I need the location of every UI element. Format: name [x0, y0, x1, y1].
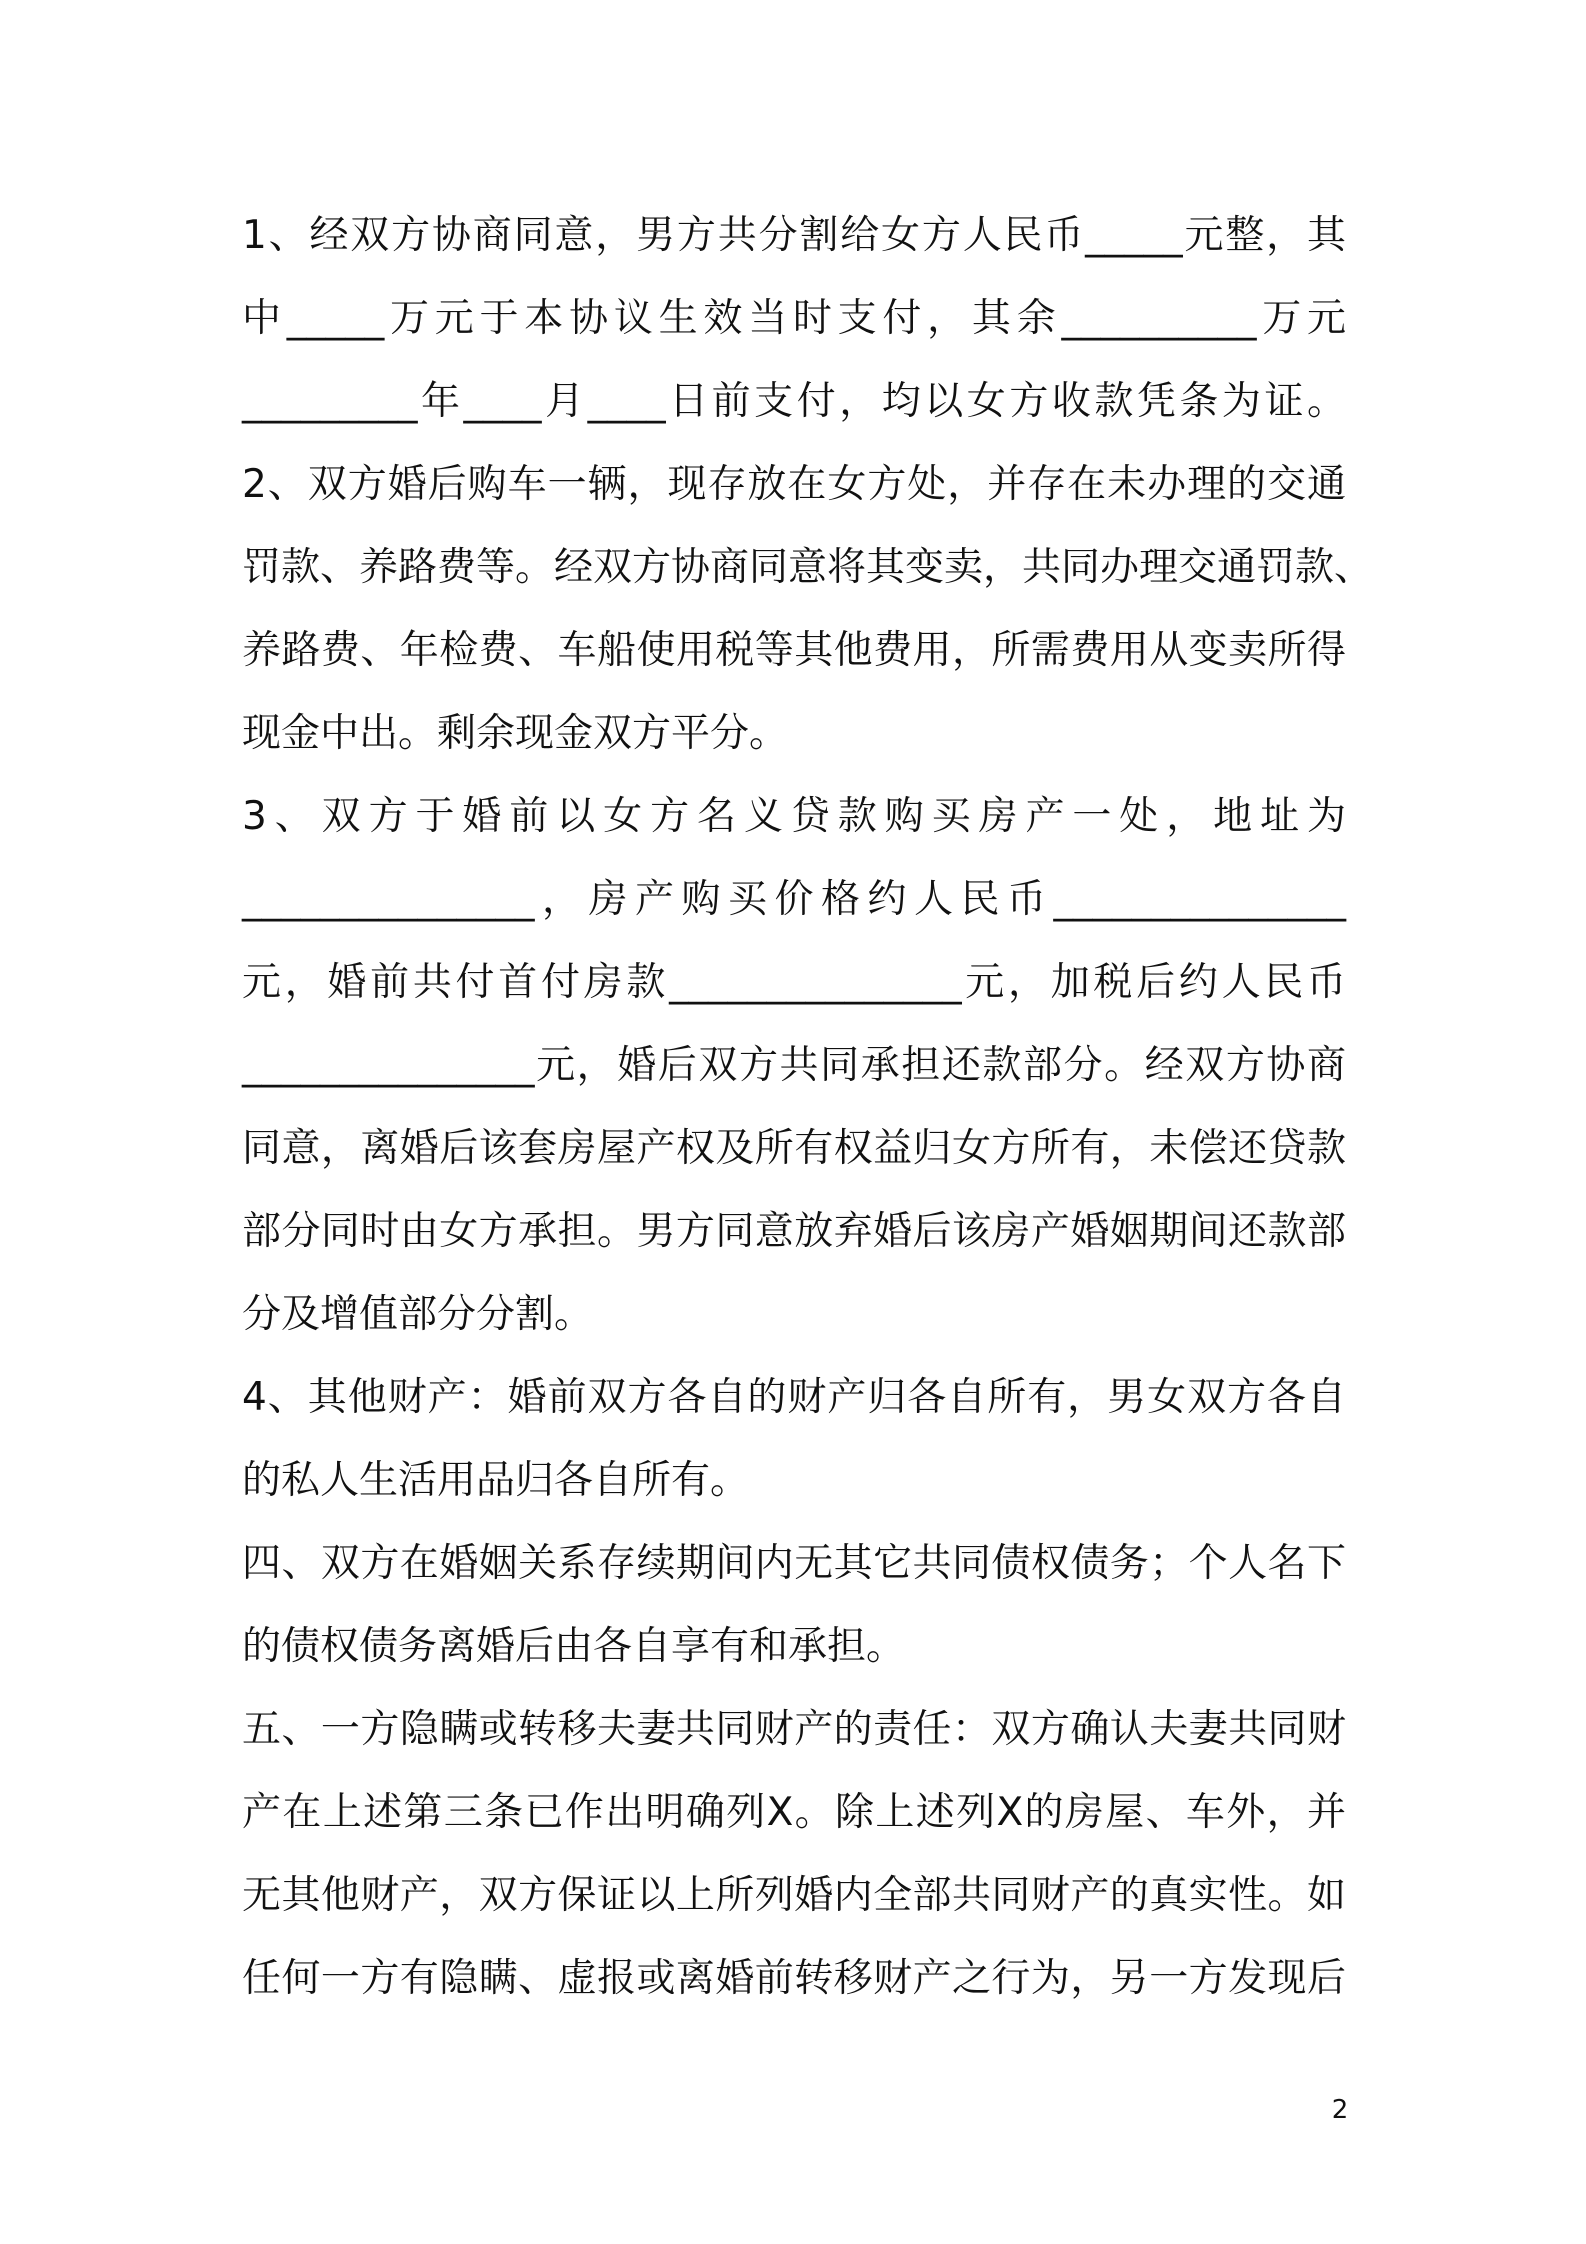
text-line-20: 产在上述第三条已作出明确列X。除上述列X的房屋、车外，并 — [242, 1790, 1346, 1835]
text-line-7: 现金中出。剩余现金双方平分。 — [242, 711, 789, 756]
text-line-14: 分及增值部分分割。 — [242, 1292, 594, 1337]
text-line-5: 罚款、养路费等。经双方协商同意将其变卖，共同办理交通罚款、 — [242, 545, 1374, 590]
text-line-9: _______________，房产购买价格约人民币_______________ — [242, 877, 1346, 922]
text-line-10: 元，婚前共付首付房款_______________元，加税后约人民币 — [242, 960, 1346, 1005]
text-line-22: 任何一方有隐瞒、虚报或离婚前转移财产之行为，另一方发现后 — [242, 1956, 1346, 2001]
text-line-15: 4、其他财产：婚前双方各自的财产归各自所有，男女双方各自 — [242, 1375, 1346, 1420]
text-line-13: 部分同时由女方承担。男方同意放弃婚后该房产婚姻期间还款部 — [242, 1209, 1346, 1254]
text-line-16: 的私人生活用品归各自所有。 — [242, 1458, 750, 1503]
text-line-18: 的债权债务离婚后由各自享有和承担。 — [242, 1624, 906, 1669]
text-line-8: 3、双方于婚前以女方名义贷款购买房产一处，地址为 — [242, 794, 1346, 839]
text-line-3: _________年____月____日前支付，均以女方收款凭条为证。 — [242, 379, 1346, 424]
text-line-12: 同意，离婚后该套房屋产权及所有权益归女方所有，未偿还贷款 — [242, 1126, 1346, 1171]
text-line-19: 五、一方隐瞒或转移夫妻共同财产的责任：双方确认夫妻共同财 — [242, 1707, 1346, 1752]
page-number: 2 — [1331, 2095, 1349, 2125]
agreement-text-body — [242, 194, 1374, 2020]
text-line-17: 四、双方在婚姻关系存续期间内无其它共同债权债务；个人名下 — [242, 1541, 1346, 1586]
text-line-11: _______________元，婚后双方共同承担还款部分。经双方协商 — [242, 1043, 1346, 1088]
text-line-21: 无其他财产，双方保证以上所列婚内全部共同财产的真实性。如 — [242, 1873, 1346, 1918]
text-line-6: 养路费、年检费、车船使用税等其他费用，所需费用从变卖所得 — [242, 628, 1346, 673]
text-line-1: 1、经双方协商同意，男方共分割给女方人民币_____元整，其 — [242, 213, 1346, 258]
text-line-2: 中_____万元于本协议生效当时支付，其余__________万元 — [242, 296, 1346, 341]
text-line-4: 2、双方婚后购车一辆，现存放在女方处，并存在未办理的交通 — [242, 462, 1346, 507]
